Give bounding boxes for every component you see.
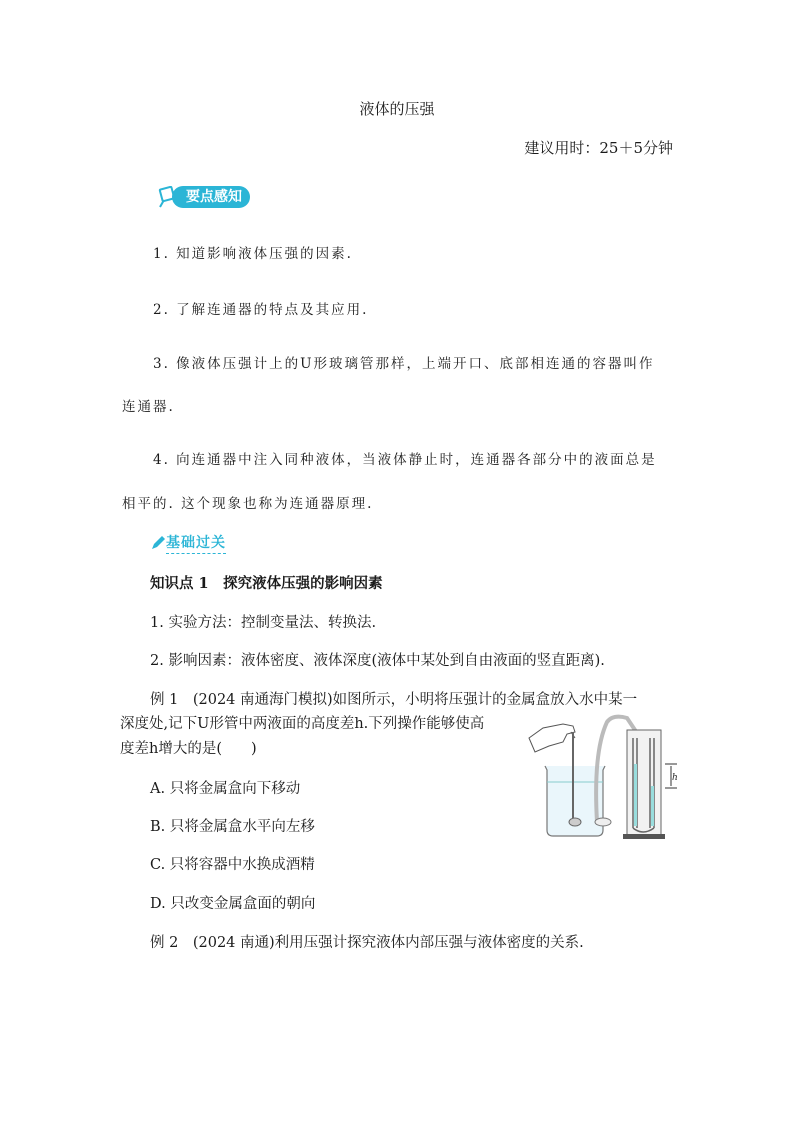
option-a: A. 只将金属盒向下移动 xyxy=(150,781,301,797)
option-b: B. 只将金属盒水平向左移 xyxy=(150,819,315,835)
pressure-gauge-figure xyxy=(523,712,683,847)
point-3-line2: 连通器. xyxy=(122,399,175,415)
example1-line2: 深度处,记下U形管中两液面的高度差h.下列操作能够使高 xyxy=(120,716,485,732)
hand-icon xyxy=(529,724,575,752)
suggested-time: 建议用时：25＋5分钟 xyxy=(524,139,673,157)
height-label: h xyxy=(672,773,678,783)
knowledge-title: 探究液体压强的影响因素 xyxy=(223,575,383,592)
knowledge-tag: 知识点 1 xyxy=(150,575,209,592)
option-c: C. 只将容器中水换成酒精 xyxy=(150,857,315,873)
section-basic-level xyxy=(150,532,226,554)
example1-line3: 度差h增大的是( ) xyxy=(120,741,257,757)
point-3-line1: 3. 像液体压强计上的U形玻璃管那样，上端开口、底部相连通的容器叫作 xyxy=(153,356,655,372)
pencil-icon xyxy=(150,535,166,551)
point-4-line2: 相平的. 这个现象也称为连通器原理. xyxy=(122,496,374,512)
point-1: 1. 知道影响液体压强的因素. xyxy=(153,246,353,262)
knowledge-point-heading xyxy=(150,572,383,593)
example2: 例 2 (2024 南通)利用压强计探究液体内部压强与液体密度的关系. xyxy=(150,935,584,951)
u-tube-manometer xyxy=(623,730,678,839)
section-badge-key-points xyxy=(158,185,250,209)
page-title: 液体的压强 xyxy=(359,100,435,118)
point-4-line1: 4. 向连通器中注入同种液体，当液体静止时，连通器各部分中的液面总是 xyxy=(153,452,657,468)
item-factors: 2. 影响因素：液体密度、液体深度(液体中某处到自由液面的竖直距离). xyxy=(150,653,605,669)
section-label: 要点感知 xyxy=(172,186,250,208)
example1-line1: 例 1 (2024 南通海门模拟)如图所示，小明将压强计的金属盒放入水中某一 xyxy=(150,692,638,708)
item-method: 1. 实验方法：控制变量法、转换法. xyxy=(150,615,377,631)
point-2: 2. 了解连通器的特点及其应用. xyxy=(153,302,369,318)
section-label: 基础过关 xyxy=(166,532,226,554)
option-d: D. 只改变金属盒面的朝向 xyxy=(150,896,316,912)
